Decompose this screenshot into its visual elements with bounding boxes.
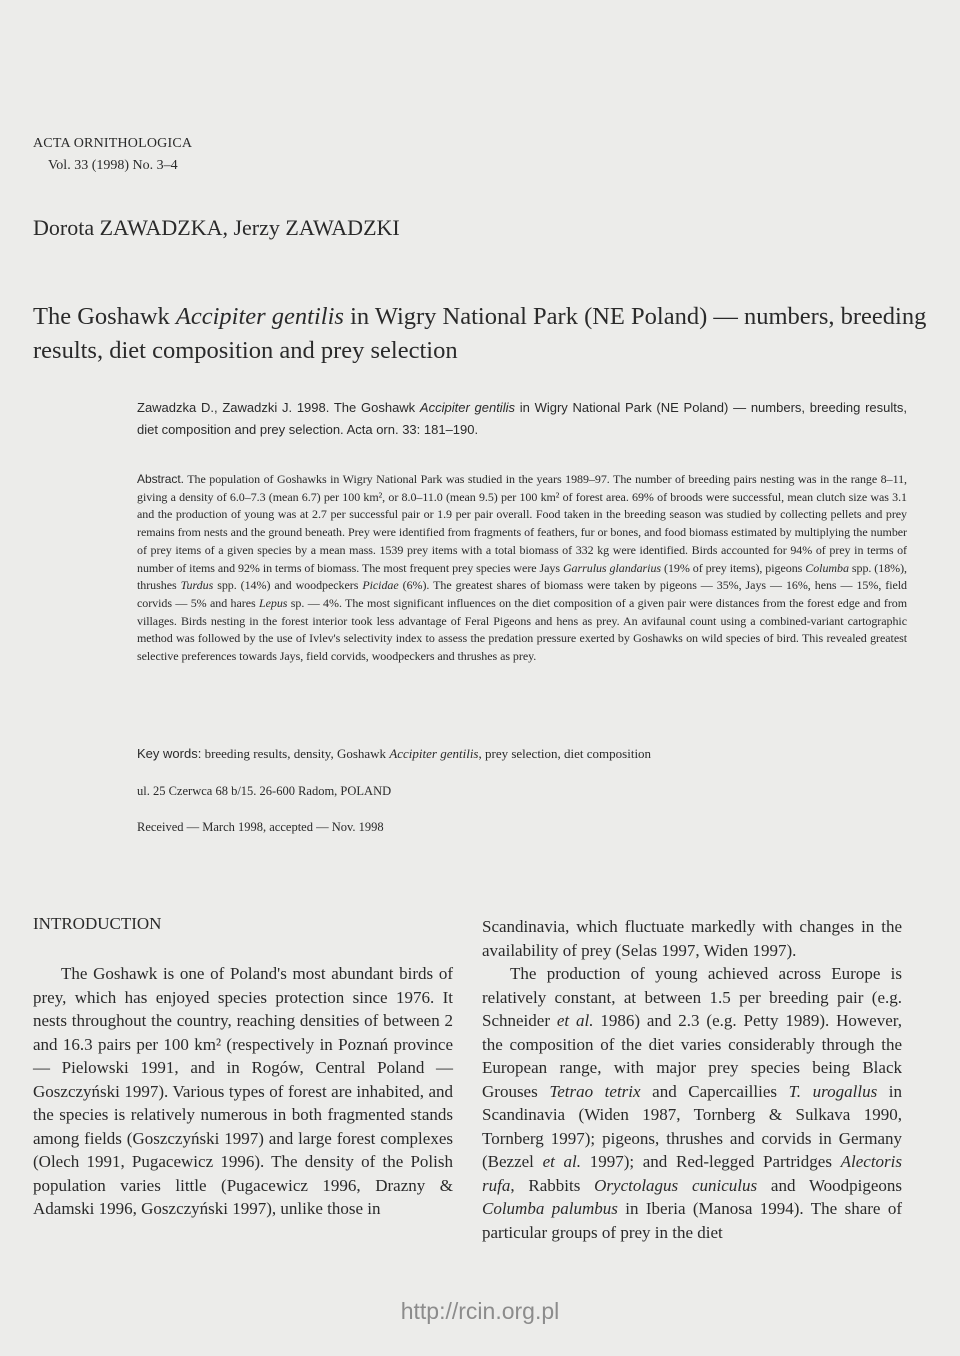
title-species: Accipiter gentilis — [175, 303, 344, 330]
body-column-right — [482, 915, 902, 1244]
author-list — [33, 215, 400, 241]
journal-name: ACTA ORNITHOLOGICA — [33, 136, 193, 151]
title-text: in Wigry National Park (NE Poland) — numbers, breeding results, diet composition and prey selection — [33, 303, 927, 364]
abstract-text: (19% of prey items), pigeons — [661, 560, 806, 575]
author-given-name: Dorota — [33, 215, 100, 240]
abstract-text: (6%). The greatest shares of biomass were taken by pigeons — 35%, Jays — 16%, hens — 15%, field corvids — 5% and hares — [137, 578, 908, 610]
author-family-name: ZAWADZKI — [285, 215, 400, 240]
species-name: Alectoris rufa — [482, 1152, 903, 1195]
species-name: Picidae — [362, 578, 399, 593]
abstract-label: Abstract. — [137, 472, 184, 486]
citation-species: Accipiter gentilis — [419, 400, 515, 415]
abstract-text: sp. — 4%. The most significant influences on the diet composition of a given pair were distances from the forest edge and from villages. Birds nesting in the forest interior took less advantage of Feral Pigeons and hens as prey. An avifaunal count using a combined-variant cartographic method was followed by the use of Ivlev's selectivity index to assess the predation pressure exerted by Goshawks on wild species of bird. This revealed greatest selective preferences towards Jays, field corvids, woodpeckers and thrushes as prey. — [137, 595, 907, 664]
species-name: Turdus — [180, 578, 214, 593]
body-column-left — [33, 962, 453, 1221]
abstract-text: The population of Goshawks in Wigry National Park was studied in the years 1989–97. The number of breeding pairs nesting was in the range 8–11, giving a density of 6.0–7.3 (mean 6.7) per 100 km², or 8.0–11.0 (mean 9.5) per 100 km² of forest area. 69% of broods were successful, mean clutch size was 3.1 and the production of young was at 2.7 per successful pair or 1.9 per pair overall. Food taken in the breeding season was studied by collecting pellets and prey remains from nests and the ground beneath. Prey were identified from fragments of feathers, fur or bones, and food biomass estimated by multiplying the number of prey items of a given species by a mean mass. 1539 prey items with a total biomass of 332 kg were identified. Birds accounted for 94% of prey in terms of number of items and 92% in terms of biomass. The most frequent prey species were Jays — [137, 472, 907, 575]
journal-issue: Vol. 33 (1998) No. 3–4 — [48, 158, 178, 173]
paragraph: The Goshawk is one of Poland's most abundant birds of prey, which has enjoyed species protection since 1976. It nests throughout the country, reaching densities of between 2 and 16.3 pairs per 100 km² (respectively in Poznań province — Pielowski 1991, and in Rogów, Central Poland — Goszczyński 1997). Various types of forest are inhabited, and the species is relatively numerous in both fragmented stands among fields (Goszczyński 1997) and large forest complexes (Olech 1991, Pugacewicz 1996). The density of the Polish population varies little (Pugacewicz 1996, Drazny & Adamski 1996, Goszczyński 1997), unlike those in — [33, 964, 453, 1218]
keywords-text: breeding results, density, Goshawk — [201, 746, 390, 761]
species-name: Columba palumbus — [482, 1199, 618, 1218]
paragraph: Scandinavia, which fluctuate markedly with changes in the availability of prey (Selas 1997, Widen 1997). — [482, 917, 902, 960]
species-name: T. urogallus — [788, 1081, 878, 1101]
abstract-text: spp. (14%) and woodpeckers — [213, 578, 363, 593]
species-name: Tetrao tetrix — [549, 1081, 641, 1101]
paragraph: The production of young achieved across Europe is relatively constant, at between 1.5 per breeding pair (e.g. Schneider et al. 1986) and 2.3 (e.g. Petty 1989). However, the composition of the diet varies considerably through the European range, with major prey species being Black Grouses Tetrao tetrix and Capercaillies T. urogallus in Scandinavia (Widen 1987, Tornberg & Sulkava 1990, Tornberg 1997); pigeons, thrushes and corvids in Germany (Bezzel et al. 1997); and Red-legged Partridges Alectoris rufa, Rabbits Oryctolagus cuniculus and Woodpigeons Columba palumbus in Iberia (Manosa 1994). The share of particular groups of prey in the diet — [482, 964, 903, 1242]
section-heading: INTRODUCTION — [33, 914, 162, 933]
author-address: ul. 25 Czerwca 68 b/15. 26-600 Radom, POLAND — [137, 784, 392, 798]
species-name: Garrulus glandarius — [562, 560, 662, 575]
title-text: The Goshawk — [33, 303, 176, 330]
keywords-text: , prey selection, diet composition — [478, 746, 652, 761]
abstract-text: spp. (18%), thrushes — [137, 560, 907, 593]
author-family-name: ZAWADZKA — [99, 215, 223, 240]
author-separator: , — [222, 215, 234, 240]
received-dates: Received — March 1998, accepted — Nov. 1998 — [137, 820, 384, 834]
citation-text: Zawadzka D., Zawadzki J. 1998. The Goshawk — [137, 400, 420, 415]
source-url-watermark: http://rcin.org.pl — [400, 1298, 560, 1324]
citation — [137, 397, 907, 441]
species-name: Columba — [805, 560, 849, 575]
species-name: Accipiter gentilis — [389, 746, 479, 761]
author-given-name: Jerzy — [233, 215, 286, 240]
citation-text: in Wigry National Park (NE Poland) — numbers, breeding results, diet composition and prey selection. Acta orn. 33: 181–190. — [137, 400, 907, 437]
abstract — [137, 471, 907, 666]
species-name: Lepus — [259, 595, 288, 610]
keywords-label: Key words: — [137, 746, 202, 761]
species-name: Oryctolagus cuniculus — [594, 1175, 758, 1195]
keywords — [137, 746, 907, 762]
article-title — [33, 300, 933, 368]
